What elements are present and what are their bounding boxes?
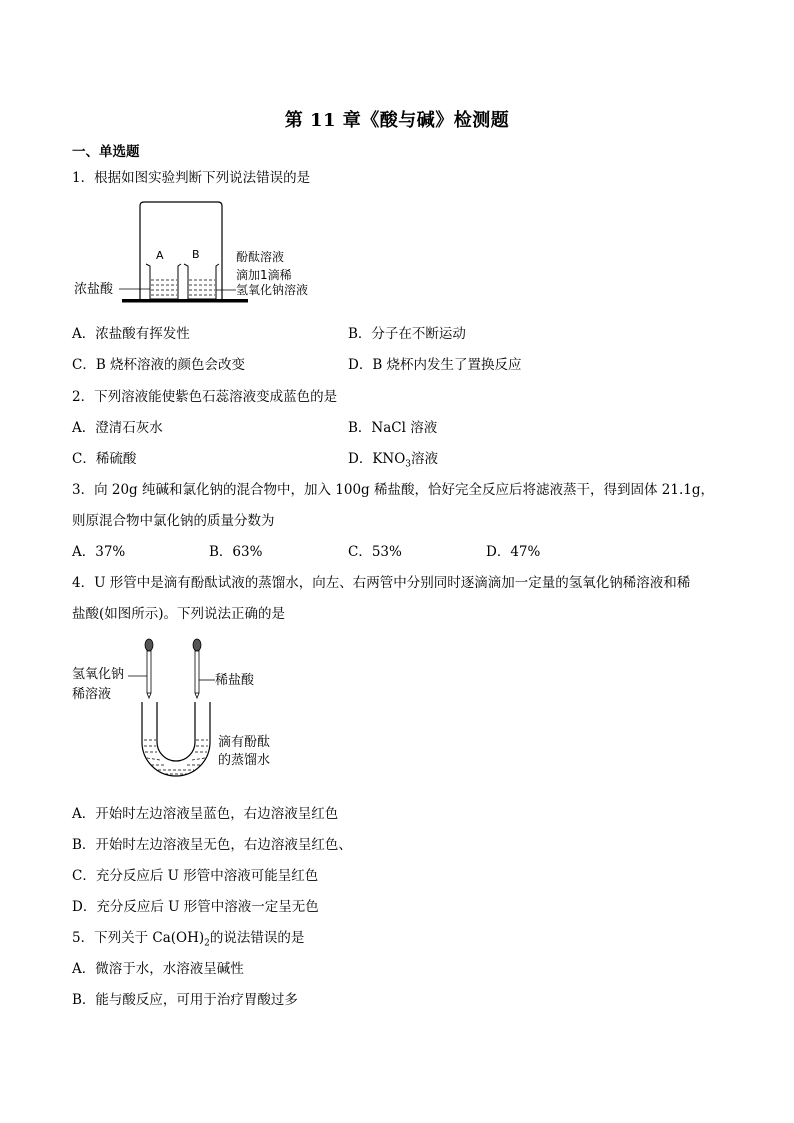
dropper-left-tube [147, 651, 151, 693]
q4-option-b[interactable]: B．开始时左边溶液呈无色，右边溶液呈红色、 [72, 837, 352, 853]
dropper-right-bulb [193, 639, 201, 651]
label-phenolphthalein: 酚酞溶液 [236, 250, 285, 264]
question-5-stem: 5．下列关于 $Ca(OH)_2$的说法错误的是 [72, 930, 305, 949]
label-naoh-line1: 氢氧化钠 [72, 667, 125, 682]
label-drop-line1: 滴加1滴稀 [236, 268, 292, 282]
q4-option-d[interactable]: D．充分反应后 U 形管中溶液一定呈无色 [72, 899, 319, 915]
q2-option-c[interactable]: C．稀硫酸 [72, 451, 137, 467]
question-1-figure [70, 196, 340, 314]
question-4-stem-line1: 4．U 形管中是滴有酚酞试液的蒸馏水，向左、右两管中分别同时逐滴滴加一定量的氢氧化钠稀溶液和稀 [72, 575, 691, 591]
label-water-line2: 的蒸馏水 [218, 753, 271, 768]
label-drop-line2: 氢氧化钠溶液 [236, 283, 309, 297]
dropper-right-tube [195, 651, 199, 693]
u-tube-liquid [144, 740, 208, 774]
question-1-stem: 1．根据如图实验判断下列说法错误的是 [72, 170, 311, 186]
q4-option-c[interactable]: C．充分反应后 U 形管中溶液可能呈红色 [72, 868, 319, 884]
q1-option-d[interactable]: D．B 烧杯内发生了置换反应 [348, 357, 522, 373]
q3-option-c[interactable]: C．53% [348, 544, 402, 560]
question-4-figure [70, 636, 300, 786]
question-3-stem-line2: 则原混合物中氯化钠的质量分数为 [72, 513, 275, 529]
label-dilute-hcl: 稀盐酸 [215, 673, 255, 688]
question-3-stem-line1: 3．向 20g 纯碱和氯化钠的混合物中，加入 100g 稀盐酸，恰好完全反应后将滤液蒸干，得到固体 21.1g， [72, 482, 714, 498]
beaker-a [146, 264, 181, 299]
q2-option-d[interactable]: D．$KNO_3$溶液 [348, 451, 439, 470]
base-plate [122, 299, 248, 303]
section-heading: 一、单选题 [72, 144, 140, 160]
q4-option-a[interactable]: A．开始时左边溶液呈蓝色，右边溶液呈红色 [72, 806, 339, 822]
label-b: B [192, 248, 200, 261]
label-conc-hcl: 浓盐酸 [74, 282, 114, 297]
label-a: A [156, 249, 164, 262]
u-tube-inner [157, 702, 195, 761]
label-naoh-line2: 稀溶液 [72, 687, 112, 702]
beaker-b [184, 264, 219, 299]
dropper-left-bulb [145, 639, 153, 651]
q5-option-a[interactable]: A．微溶于水，水溶液呈碱性 [72, 961, 244, 977]
label-water-line1: 滴有酚酞 [218, 735, 271, 750]
q3-option-a[interactable]: A．37% [72, 544, 126, 560]
q1-option-a[interactable]: A．浓盐酸有挥发性 [72, 326, 190, 342]
q1-option-b[interactable]: B．分子在不断运动 [348, 326, 466, 342]
q3-option-b[interactable]: B．63% [209, 544, 263, 560]
question-4-stem-line2: 盐酸(如图所示)。下列说法正确的是 [72, 606, 286, 622]
q5-option-b[interactable]: B．能与酸反应，可用于治疗胃酸过多 [72, 992, 298, 1008]
q2-option-a[interactable]: A．澄清石灰水 [72, 420, 163, 436]
q1-option-c[interactable]: C．B 烧杯溶液的颜色会改变 [72, 357, 246, 373]
q2-option-b[interactable]: B．NaCl 溶液 [348, 420, 438, 436]
q3-option-d[interactable]: D．47% [486, 544, 541, 560]
question-2-stem: 2．下列溶液能使紫色石蕊溶液变成蓝色的是 [72, 389, 338, 405]
page-title: 第 11 章《酸与碱》检测题 [284, 110, 510, 131]
